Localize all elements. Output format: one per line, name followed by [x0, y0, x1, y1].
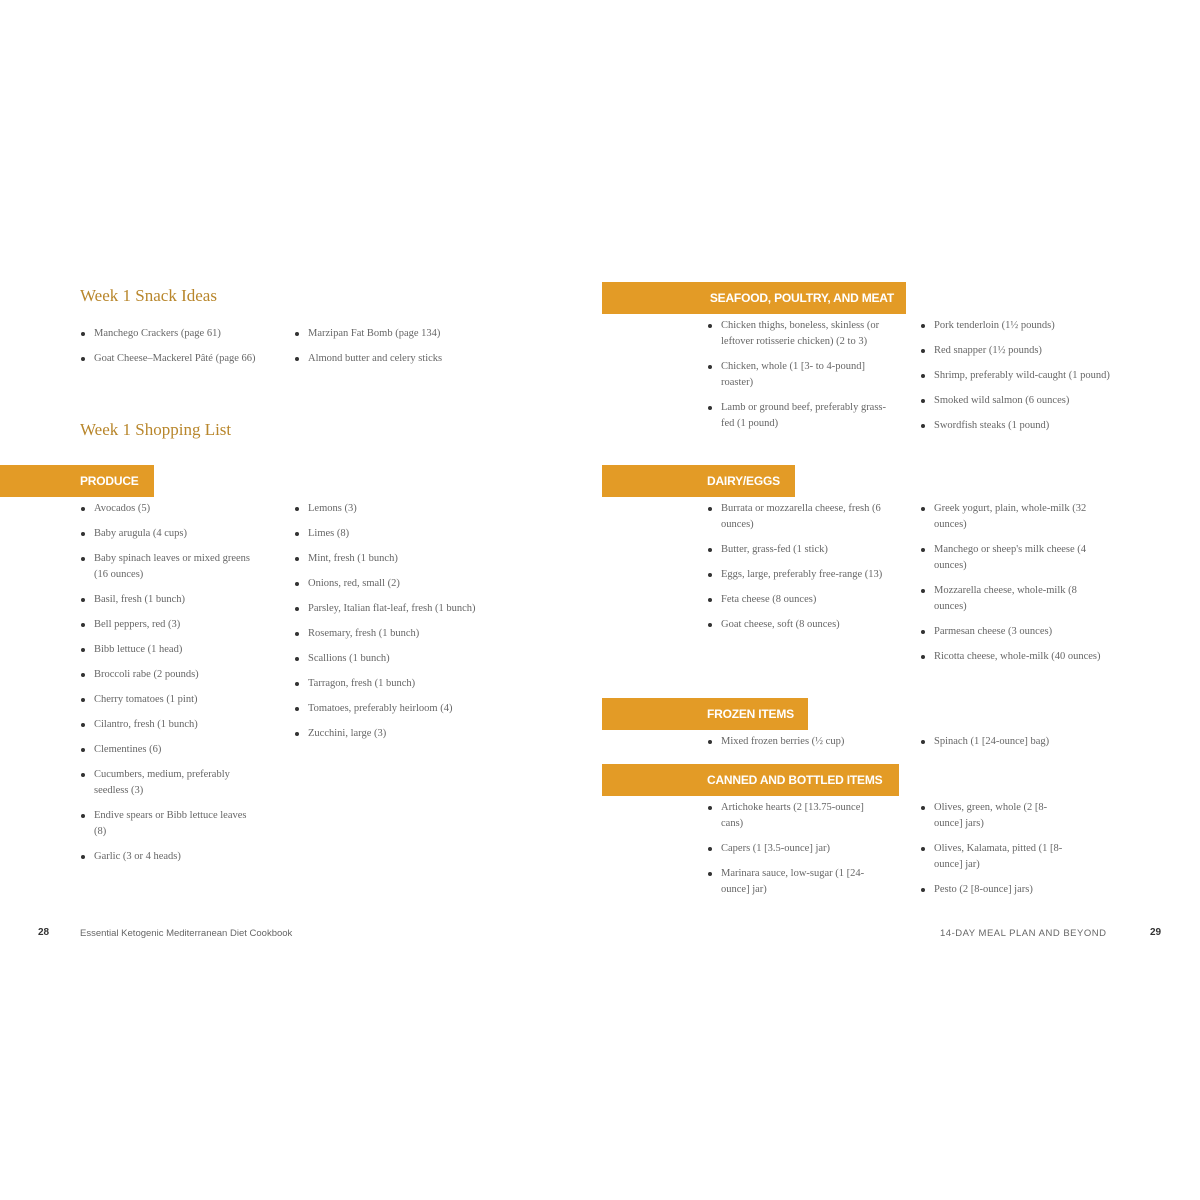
- list-item: Capers (1 [3.5-ounce] jar): [707, 841, 867, 857]
- list-item: Olives, green, whole (2 [8-ounce] jars): [920, 800, 1070, 832]
- list-item: Feta cheese (8 ounces): [707, 592, 887, 608]
- list-item: Endive spears or Bibb lettuce leaves (8): [80, 808, 260, 840]
- left-footer-title: Essential Ketogenic Mediterranean Diet Cookbook: [80, 928, 293, 939]
- frozen-list-col1: [707, 734, 897, 759]
- list-item: Baby spinach leaves or mixed greens (16 ounces): [80, 551, 260, 583]
- list-item: Mixed frozen berries (½ cup): [707, 734, 897, 750]
- list-item: Artichoke hearts (2 [13.75-ounce] cans): [707, 800, 867, 832]
- list-item: Baby arugula (4 cups): [80, 526, 260, 542]
- list-item: Shrimp, preferably wild-caught (1 pound): [920, 368, 1110, 384]
- list-item: Eggs, large, preferably free-range (13): [707, 567, 887, 583]
- frozen-list-col2: [920, 734, 1110, 759]
- list-item: Rosemary, fresh (1 bunch): [294, 626, 484, 642]
- dairy-band: [602, 465, 795, 497]
- canned-list-col2: [920, 800, 1070, 907]
- list-item: Almond butter and celery sticks: [294, 351, 484, 367]
- seafood-band: [602, 282, 906, 314]
- list-item: Smoked wild salmon (6 ounces): [920, 393, 1110, 409]
- list-item: Cilantro, fresh (1 bunch): [80, 717, 260, 733]
- list-item: Marzipan Fat Bomb (page 134): [294, 326, 484, 342]
- dairy-list-col2: [920, 501, 1110, 674]
- list-item: Lamb or ground beef, preferably grass-fed (1 pound): [707, 400, 897, 432]
- list-item: Bibb lettuce (1 head): [80, 642, 260, 658]
- dairy-list-col1: [707, 501, 887, 642]
- list-item: Scallions (1 bunch): [294, 651, 484, 667]
- list-item: Butter, grass-fed (1 stick): [707, 542, 887, 558]
- list-item: Cucumbers, medium, preferably seedless (3): [80, 767, 260, 799]
- list-item: Parsley, Italian flat-leaf, fresh (1 bunch): [294, 601, 484, 617]
- left-page-number: 28: [38, 927, 50, 938]
- list-item: Ricotta cheese, whole-milk (40 ounces): [920, 649, 1110, 665]
- frozen-band: [602, 698, 808, 730]
- list-item: Goat cheese, soft (8 ounces): [707, 617, 887, 633]
- list-item: Pork tenderloin (1½ pounds): [920, 318, 1110, 334]
- list-item: Cherry tomatoes (1 pint): [80, 692, 260, 708]
- list-item: Burrata or mozzarella cheese, fresh (6 ounces): [707, 501, 887, 533]
- list-item: Garlic (3 or 4 heads): [80, 849, 260, 865]
- list-item: Basil, fresh (1 bunch): [80, 592, 260, 608]
- produce-label: PRODUCE: [80, 474, 139, 488]
- list-item: Limes (8): [294, 526, 484, 542]
- list-item: Manchego or sheep's milk cheese (4 ounces): [920, 542, 1110, 574]
- list-item: Bell peppers, red (3): [80, 617, 260, 633]
- canned-list-col1: [707, 800, 867, 907]
- produce-band: [0, 465, 154, 497]
- produce-list-col2: [294, 501, 484, 751]
- list-item: Avocados (5): [80, 501, 260, 517]
- list-item: Mozzarella cheese, whole-milk (8 ounces): [920, 583, 1110, 615]
- list-item: Lemons (3): [294, 501, 484, 517]
- list-item: Broccoli rabe (2 pounds): [80, 667, 260, 683]
- list-item: Chicken thighs, boneless, skinless (or leftover rotisserie chicken) (2 to 3): [707, 318, 897, 350]
- seafood-list-col2: [920, 318, 1110, 443]
- list-item: Red snapper (1½ pounds): [920, 343, 1110, 359]
- snacks-list-col1: [80, 326, 260, 376]
- snacks-list-col2: [294, 326, 484, 376]
- list-item: Marinara sauce, low-sugar (1 [24-ounce] jar): [707, 866, 867, 898]
- right-page-number: 29: [1150, 927, 1162, 938]
- list-item: Pesto (2 [8-ounce] jars): [920, 882, 1070, 898]
- list-item: Tomatoes, preferably heirloom (4): [294, 701, 484, 717]
- list-item: Parmesan cheese (3 ounces): [920, 624, 1110, 640]
- canned-label: CANNED AND BOTTLED ITEMS: [707, 773, 883, 787]
- list-item: Spinach (1 [24-ounce] bag): [920, 734, 1110, 750]
- snack-ideas-heading: Week 1 Snack Ideas: [80, 286, 217, 305]
- list-item: Manchego Crackers (page 61): [80, 326, 260, 342]
- list-item: Greek yogurt, plain, whole-milk (32 ounces): [920, 501, 1110, 533]
- dairy-label: DAIRY/EGGS: [707, 474, 780, 488]
- list-item: Chicken, whole (1 [3- to 4-pound] roaster): [707, 359, 897, 391]
- canned-band: [602, 764, 899, 796]
- list-item: Onions, red, small (2): [294, 576, 484, 592]
- list-item: Olives, Kalamata, pitted (1 [8-ounce] jar): [920, 841, 1070, 873]
- list-item: Clementines (6): [80, 742, 260, 758]
- right-footer-title: 14-DAY MEAL PLAN AND BEYOND: [940, 928, 1107, 939]
- frozen-label: FROZEN ITEMS: [707, 707, 794, 721]
- list-item: Swordfish steaks (1 pound): [920, 418, 1110, 434]
- list-item: Goat Cheese–Mackerel Pâté (page 66): [80, 351, 260, 367]
- list-item: Mint, fresh (1 bunch): [294, 551, 484, 567]
- list-item: Tarragon, fresh (1 bunch): [294, 676, 484, 692]
- shopping-list-heading: Week 1 Shopping List: [80, 420, 232, 439]
- produce-list-col1: [80, 501, 260, 874]
- list-item: Zucchini, large (3): [294, 726, 484, 742]
- seafood-list-col1: [707, 318, 897, 441]
- seafood-label: SEAFOOD, POULTRY, AND MEAT: [709, 291, 894, 305]
